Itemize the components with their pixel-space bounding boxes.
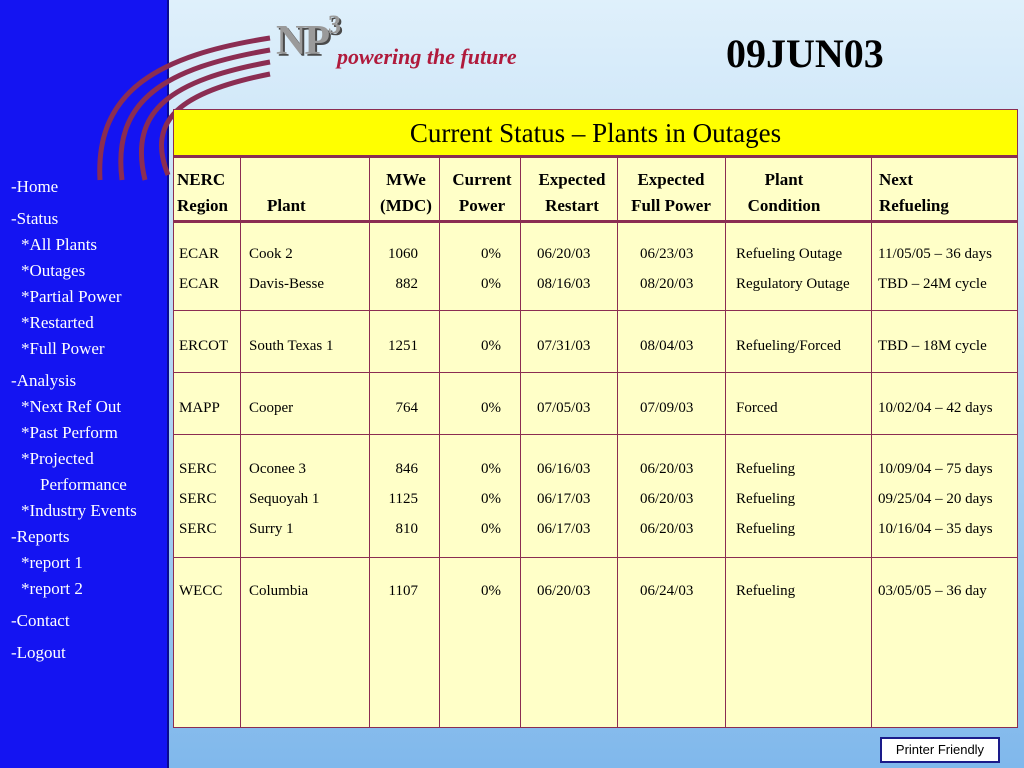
cell-condition: Refueling <box>736 461 796 477</box>
header-expected-full-power: Expected Full Power <box>631 170 711 215</box>
nav-next-ref-out[interactable]: *Next Ref Out <box>21 397 122 416</box>
col-divider <box>520 156 521 727</box>
nav-projected[interactable]: *Projected <box>21 449 94 468</box>
cell-restart: 06/20/03 <box>537 246 591 262</box>
cell-plant: Oconee 3 <box>249 461 307 477</box>
col-divider <box>871 156 872 727</box>
cell-restart: 07/31/03 <box>537 338 591 354</box>
table-title: Current Status – Plants in Outages <box>174 110 1017 156</box>
nav-status[interactable]: -Status <box>11 209 59 228</box>
cell-plant: Davis-Besse <box>249 276 324 292</box>
cell-power: 0% <box>481 491 501 507</box>
nav-projected-performance[interactable]: Performance <box>40 475 127 494</box>
cell-full-power: 07/09/03 <box>640 400 694 416</box>
np3-logo: $NP^3$ <box>276 10 339 64</box>
cell-region: SERC <box>179 491 217 507</box>
cell-region: ECAR <box>179 246 220 262</box>
nav-reports[interactable]: -Reports <box>11 527 70 546</box>
cell-power: 0% <box>481 583 501 599</box>
cell-region: ERCOT <box>179 338 229 354</box>
cell-condition: Regulatory Outage <box>736 276 850 292</box>
nav-partial-power[interactable]: *Partial Power <box>21 287 122 306</box>
header-mwe: MWe (MDC) <box>380 170 432 215</box>
header-expected-restart: Expected Restart <box>538 170 606 215</box>
cell-full-power: 06/20/03 <box>640 461 694 477</box>
cell-condition: Refueling Outage <box>736 246 843 262</box>
cell-mwe: 846 <box>395 461 418 477</box>
cell-plant: Surry 1 <box>249 521 294 537</box>
nav-contact[interactable]: -Contact <box>11 611 70 630</box>
cell-restart: 06/17/03 <box>537 491 591 507</box>
nav-logout[interactable]: -Logout <box>11 643 66 662</box>
cell-plant: South Texas 1 <box>249 338 334 354</box>
cell-power: 0% <box>481 400 501 416</box>
cell-restart: 06/17/03 <box>537 521 591 537</box>
cell-plant: Sequoyah 1 <box>249 491 320 507</box>
cell-full-power: 08/20/03 <box>640 276 694 292</box>
cell-region: SERC <box>179 521 217 537</box>
cell-region: MAPP <box>179 400 220 416</box>
nav-outages[interactable]: *Outages <box>21 261 86 280</box>
rule-group-1 <box>174 310 1017 311</box>
col-divider <box>617 156 618 727</box>
cell-full-power: 06/20/03 <box>640 491 694 507</box>
cell-full-power: 06/23/03 <box>640 246 694 262</box>
cell-mwe: 882 <box>395 276 418 292</box>
rule-header <box>174 220 1017 223</box>
cell-region: WECC <box>179 583 223 599</box>
cell-restart: 06/20/03 <box>537 583 591 599</box>
cell-power: 0% <box>481 521 501 537</box>
cell-next-refueling: 10/02/04 – 42 days <box>878 400 993 416</box>
cell-power: 0% <box>481 276 501 292</box>
cell-restart: 07/05/03 <box>537 400 591 416</box>
nav-restarted[interactable]: *Restarted <box>21 313 94 332</box>
header-plant: Plant <box>267 196 306 215</box>
nav-industry-events[interactable]: *Industry Events <box>21 501 137 520</box>
cell-full-power: 08/04/03 <box>640 338 694 354</box>
nav-analysis[interactable]: -Analysis <box>11 371 77 390</box>
cell-full-power: 06/20/03 <box>640 521 694 537</box>
report-date: 09JUN03 <box>726 31 884 76</box>
cell-plant: Columbia <box>249 583 309 599</box>
cell-plant: Cooper <box>249 400 294 416</box>
cell-power: 0% <box>481 461 501 477</box>
col-divider <box>439 156 440 727</box>
cell-mwe: 764 <box>395 400 418 416</box>
nav-all-plants[interactable]: *All Plants <box>21 235 98 254</box>
cell-mwe: 1251 <box>388 338 418 354</box>
cell-mwe: 810 <box>395 521 418 537</box>
cell-next-refueling: 10/16/04 – 35 days <box>878 521 993 537</box>
tagline: powering the future <box>337 44 517 69</box>
cell-plant: Cook 2 <box>249 246 293 262</box>
rule-group-4 <box>174 557 1017 558</box>
nav-report-2[interactable]: *report 2 <box>21 579 83 598</box>
header-next-refueling: Next Refueling <box>879 170 949 215</box>
cell-next-refueling: TBD – 18M cycle <box>878 338 987 354</box>
cell-power: 0% <box>481 246 501 262</box>
cell-next-refueling: 11/05/05 – 36 days <box>878 246 993 262</box>
outage-status-table <box>173 109 1018 728</box>
cell-condition: Refueling/Forced <box>736 338 841 354</box>
nav-past-perform[interactable]: *Past Perform <box>21 423 118 442</box>
header-plant-condition: Plant Condition <box>747 170 821 215</box>
cell-mwe: 1125 <box>388 491 418 507</box>
cell-region: SERC <box>179 461 217 477</box>
cell-restart: 06/16/03 <box>537 461 591 477</box>
cell-condition: Refueling <box>736 491 796 507</box>
cell-power: 0% <box>481 338 501 354</box>
printer-friendly-button[interactable]: Printer Friendly <box>880 737 1000 763</box>
cell-condition: Forced <box>736 400 778 416</box>
col-divider <box>369 156 370 727</box>
nav-report-1[interactable]: *report 1 <box>21 553 83 572</box>
cell-next-refueling: 10/09/04 – 75 days <box>878 461 993 477</box>
cell-full-power: 06/24/03 <box>640 583 694 599</box>
cell-restart: 08/16/03 <box>537 276 591 292</box>
cell-next-refueling: TBD – 24M cycle <box>878 276 987 292</box>
header-region: NERC Region <box>177 170 228 215</box>
nav-home[interactable]: -Home <box>11 177 59 196</box>
nav-menu <box>11 174 137 666</box>
rule-top <box>174 155 1017 158</box>
cell-mwe: 1060 <box>388 246 418 262</box>
col-divider <box>725 156 726 727</box>
cell-condition: Refueling <box>736 583 796 599</box>
rule-group-2 <box>174 372 1017 373</box>
header-current-power: Current Power <box>452 170 512 215</box>
cell-region: ECAR <box>179 276 220 292</box>
nav-full-power[interactable]: *Full Power <box>21 339 105 358</box>
col-divider <box>240 156 241 727</box>
cell-next-refueling: 09/25/04 – 20 days <box>878 491 993 507</box>
rule-group-3 <box>174 434 1017 435</box>
cell-mwe: 1107 <box>388 583 418 599</box>
cell-condition: Refueling <box>736 521 796 537</box>
cell-next-refueling: 03/05/05 – 36 day <box>878 583 987 599</box>
